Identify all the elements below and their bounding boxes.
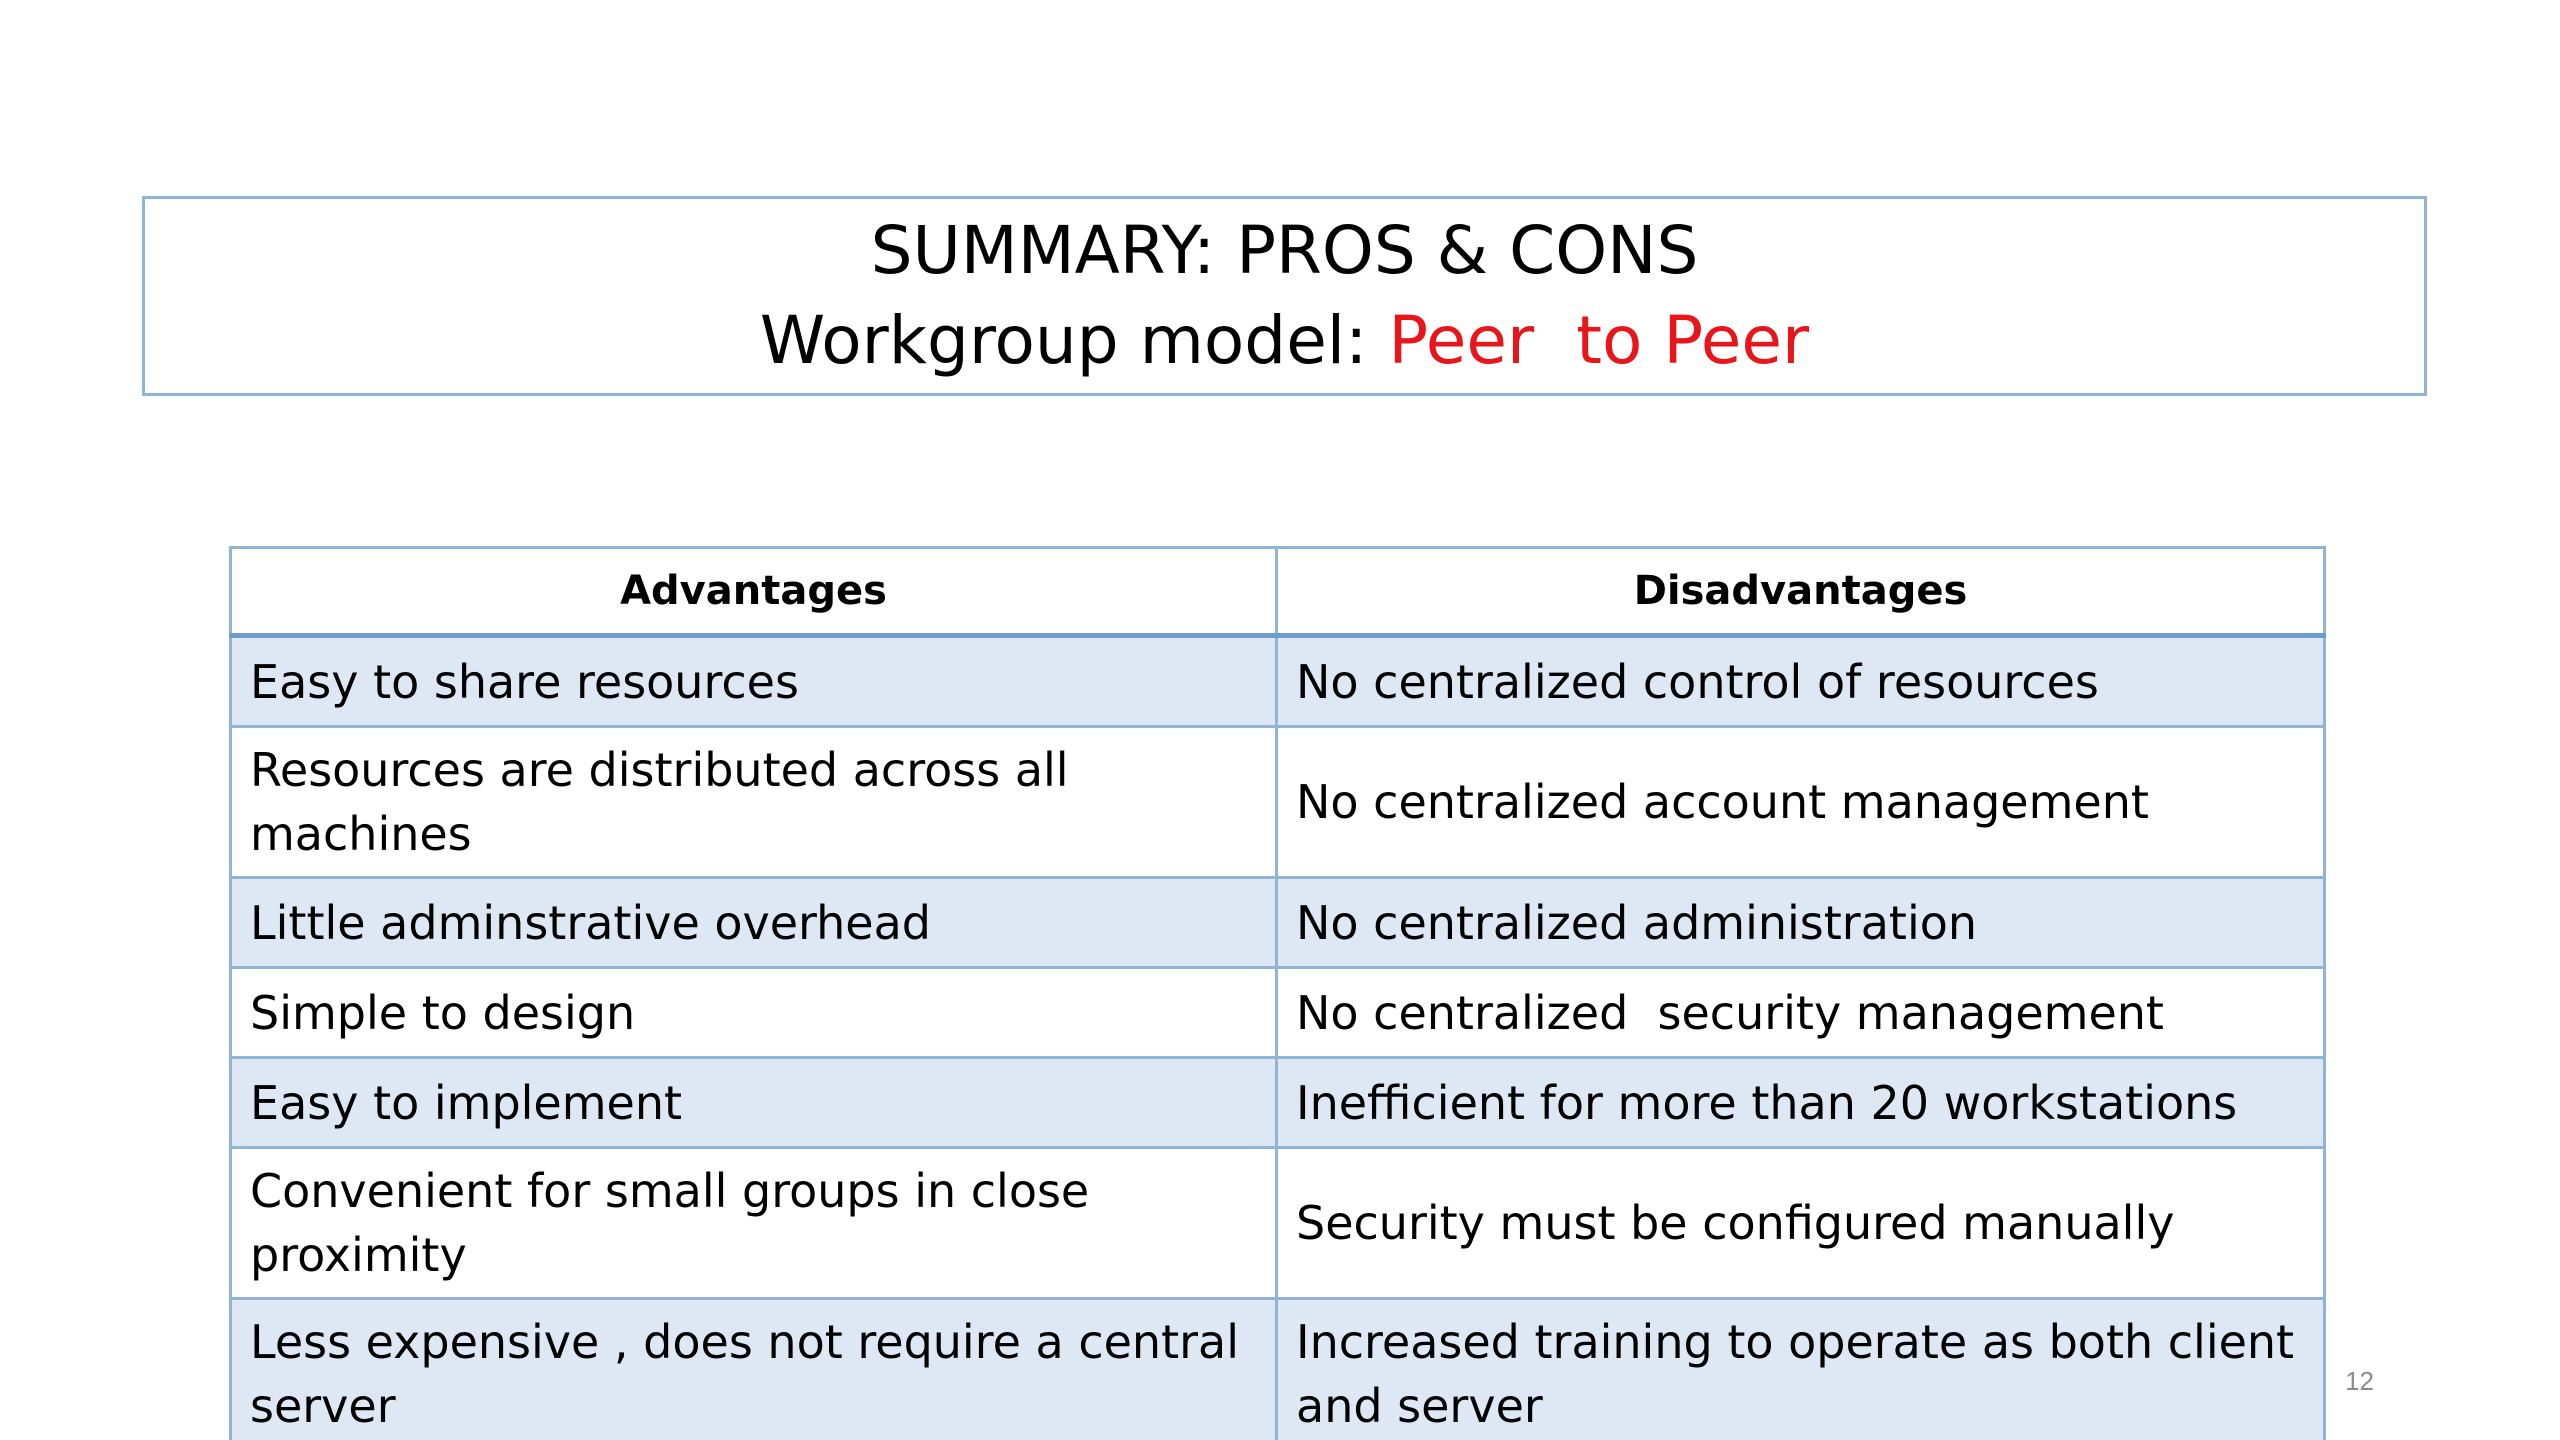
advantage-cell: Simple to design bbox=[231, 968, 1277, 1058]
subtitle-accent: Peer to Peer bbox=[1388, 302, 1810, 379]
advantage-cell: Easy to share resources bbox=[231, 636, 1277, 727]
advantage-cell: Convenient for small groups in close proximity bbox=[231, 1148, 1277, 1299]
subtitle-prefix: Workgroup model: bbox=[759, 302, 1389, 379]
disadvantage-cell: No centralized administration bbox=[1277, 878, 2325, 968]
disadvantage-cell: No centralized control of resources bbox=[1277, 636, 2325, 727]
slide-title: SUMMARY: PROS & CONS bbox=[870, 212, 1699, 289]
disadvantage-cell: No centralized account management bbox=[1277, 727, 2325, 878]
table-header-row bbox=[231, 548, 2325, 636]
table-row bbox=[231, 1148, 2325, 1299]
table-row bbox=[231, 968, 2325, 1058]
table-row bbox=[231, 636, 2325, 727]
advantage-cell: Resources are distributed across all machines bbox=[231, 727, 1277, 878]
pros-cons-table bbox=[229, 546, 2326, 1440]
table-row bbox=[231, 1299, 2325, 1440]
slide-subtitle bbox=[760, 296, 1809, 386]
advantage-cell: Little adminstrative overhead bbox=[231, 878, 1277, 968]
advantage-cell: Less expensive , does not require a central server bbox=[231, 1299, 1277, 1440]
table-row bbox=[231, 1058, 2325, 1148]
disadvantage-cell: Security must be configured manually bbox=[1277, 1148, 2325, 1299]
disadvantage-cell: No centralized security management bbox=[1277, 968, 2325, 1058]
table-row bbox=[231, 878, 2325, 968]
disadvantage-cell: Increased training to operate as both client and server bbox=[1277, 1299, 2325, 1440]
header-disadvantages: Disadvantages bbox=[1277, 548, 2325, 636]
title-box bbox=[142, 196, 2427, 396]
table-row bbox=[231, 727, 2325, 878]
disadvantage-cell: Inefficient for more than 20 workstations bbox=[1277, 1058, 2325, 1148]
header-advantages: Advantages bbox=[231, 548, 1277, 636]
page-number: 12 bbox=[2345, 1366, 2374, 1396]
advantage-cell: Easy to implement bbox=[231, 1058, 1277, 1148]
